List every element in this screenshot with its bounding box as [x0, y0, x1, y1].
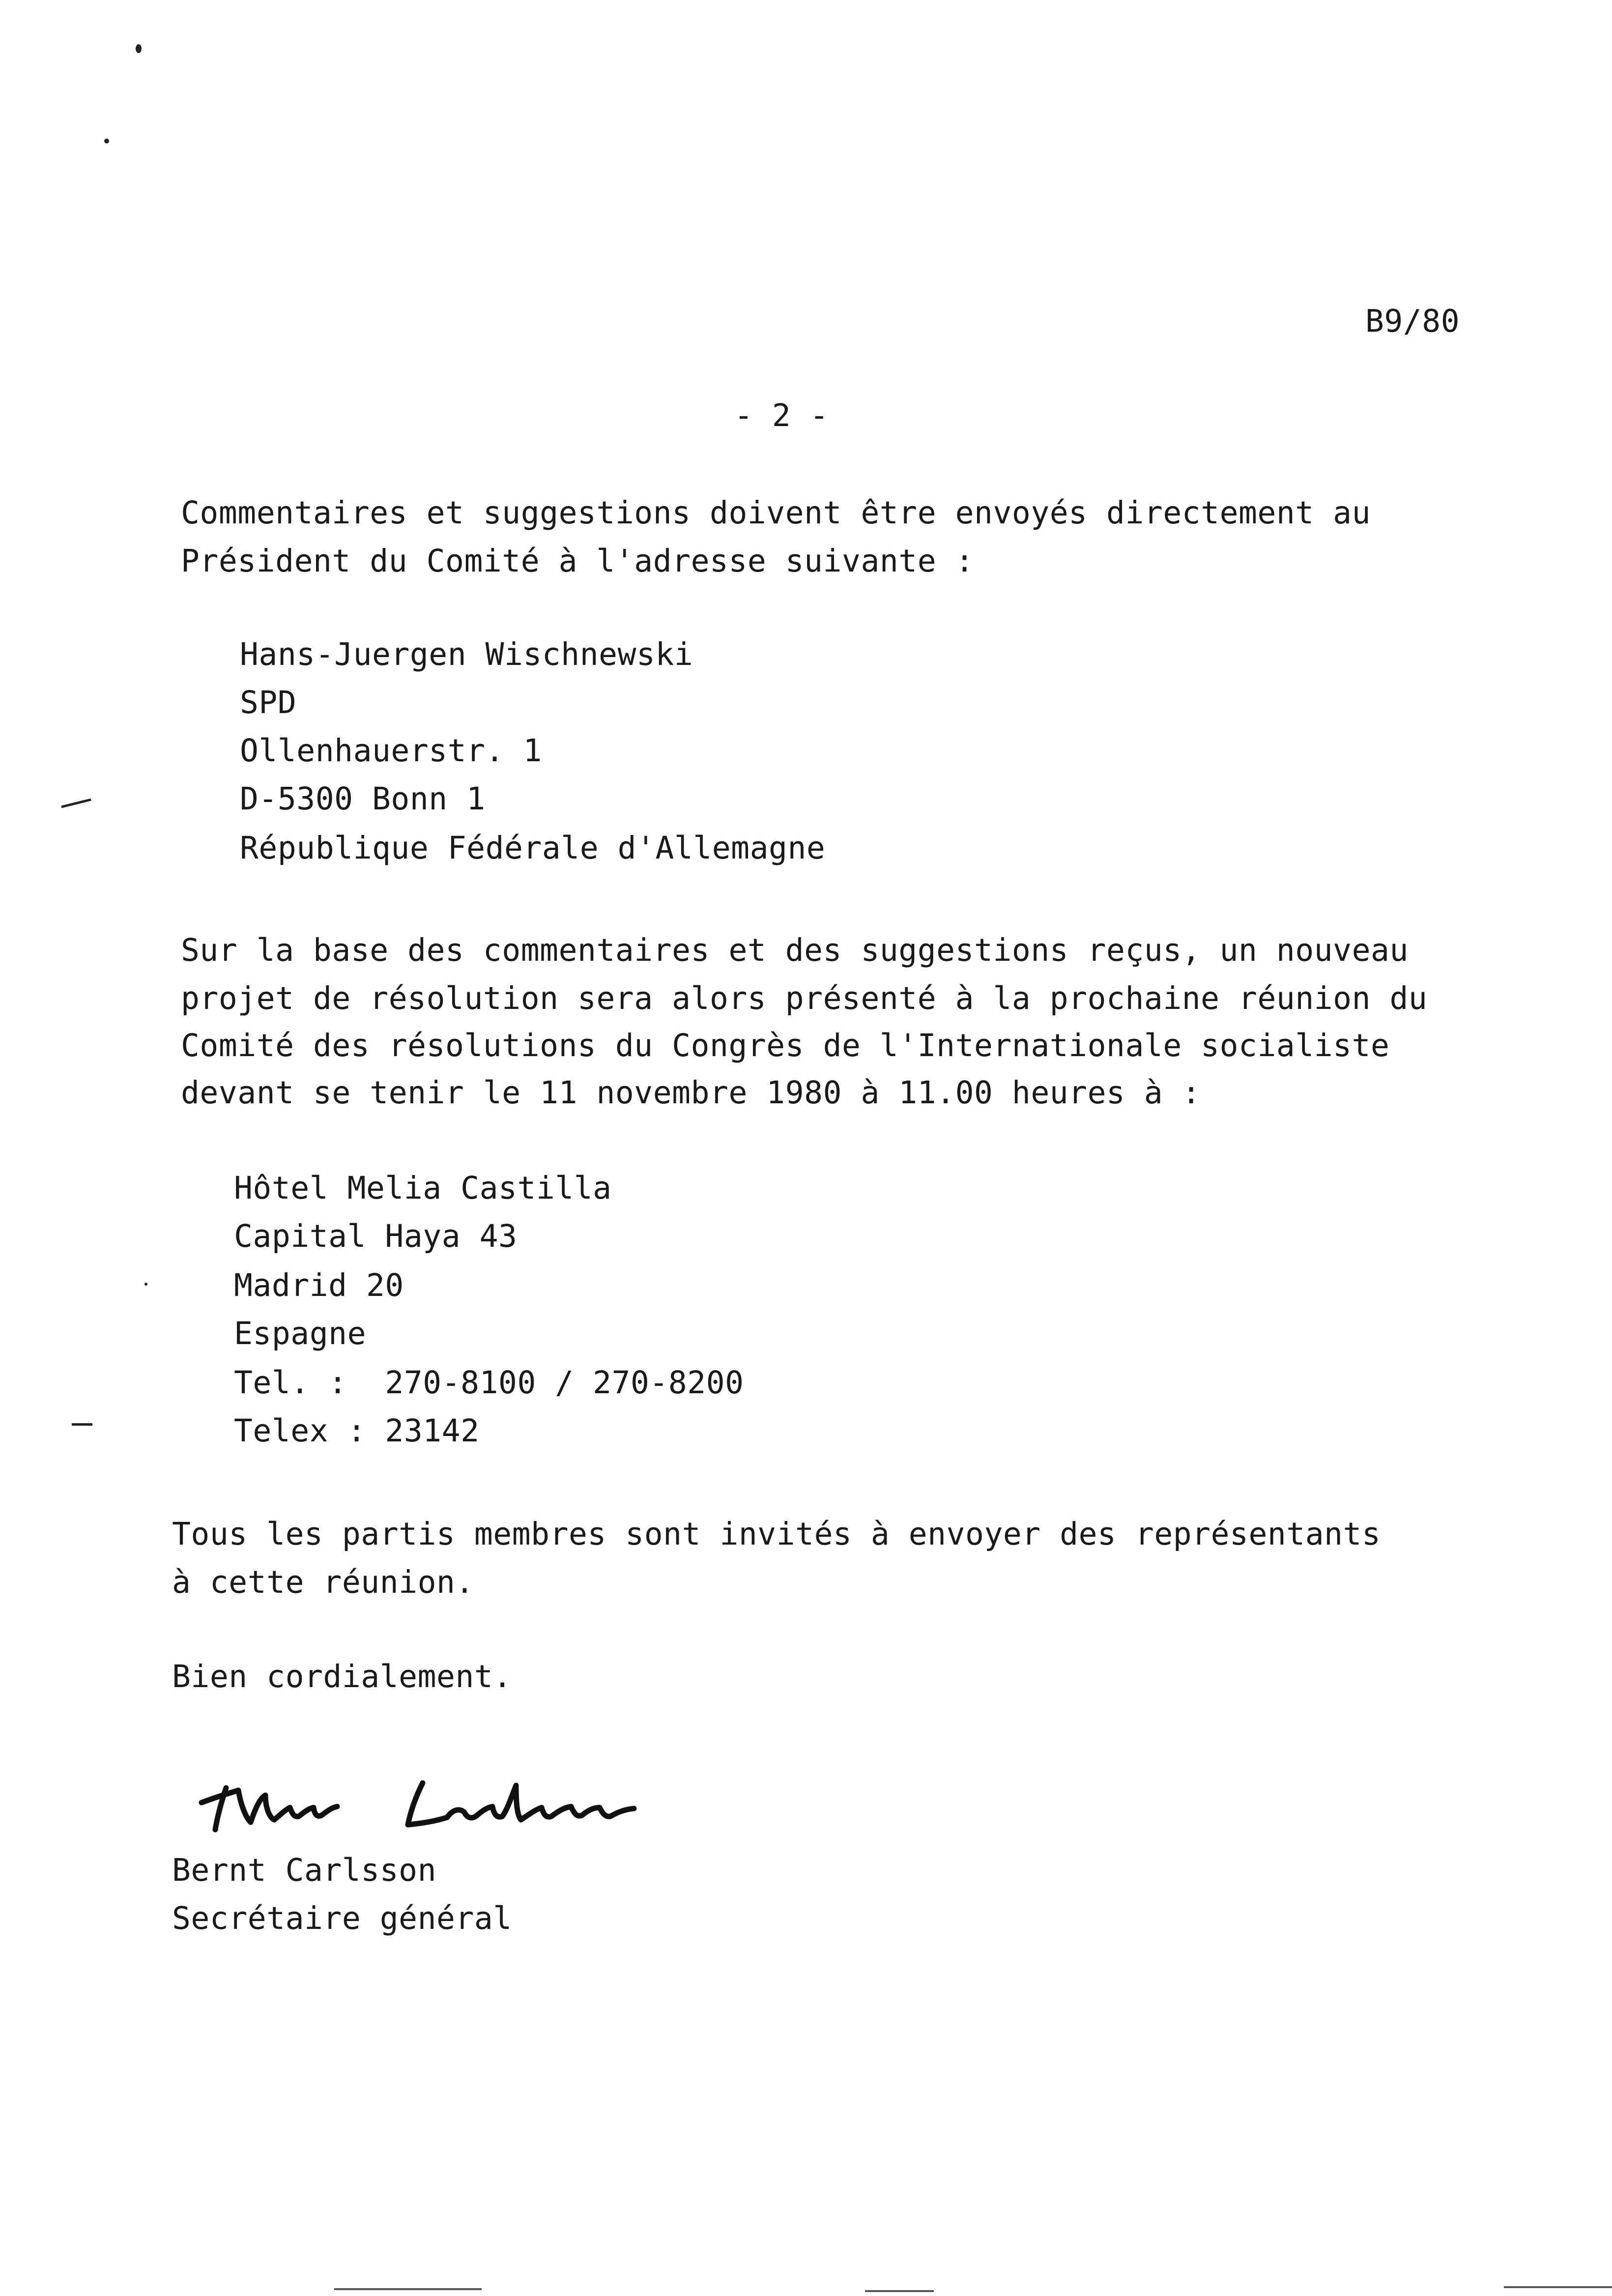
invitation-line-1: Tous les partis membres sont invités à envoyer des représentants: [172, 1516, 1381, 1552]
scan-edge-line: [334, 2288, 482, 2290]
recipient-city: D-5300 Bonn 1: [240, 781, 486, 817]
venue-city: Madrid 20: [234, 1267, 404, 1303]
closing-salutation: Bien cordialement.: [172, 1659, 512, 1694]
venue-telex: Telex : 23142: [234, 1413, 480, 1449]
body-line-3: Comité des résolutions du Congrès de l'Internationale socialiste: [181, 1028, 1390, 1063]
body-line-1: Sur la base des commentaires et des suggestions reçus, un nouveau: [181, 932, 1409, 968]
body-line-2: projet de résolution sera alors présenté à la prochaine réunion du: [181, 980, 1428, 1016]
scan-edge-line: [1504, 2286, 1612, 2288]
margin-tick-mark: [72, 1423, 92, 1426]
scan-speck: [136, 44, 142, 53]
intro-line-2: Président du Comité à l'adresse suivante :: [181, 543, 975, 579]
venue-hotel: Hôtel Melia Castilla: [234, 1170, 612, 1206]
signatory-name: Bernt Carlsson: [172, 1852, 437, 1888]
scan-edge-line: [865, 2290, 934, 2292]
venue-street: Capital Haya 43: [234, 1218, 518, 1254]
margin-tick-mark: [61, 799, 91, 808]
intro-line-1: Commentaires et suggestions doivent être envoyés directement au: [181, 495, 1371, 531]
signatory-title: Secrétaire général: [172, 1900, 512, 1936]
recipient-organization: SPD: [240, 685, 297, 720]
recipient-country: République Fédérale d'Allemagne: [240, 830, 826, 866]
document-reference: B9/80: [1365, 303, 1460, 339]
recipient-name: Hans-Juergen Wischnewski: [240, 636, 693, 672]
recipient-street: Ollenhauerstr. 1: [240, 733, 542, 769]
invitation-line-2: à cette réunion.: [172, 1564, 474, 1600]
venue-country: Espagne: [234, 1316, 367, 1351]
scan-speck: [144, 1283, 147, 1286]
body-line-4: devant se tenir le 11 novembre 1980 à 11.00 heures à :: [181, 1075, 1201, 1111]
scan-speck: [104, 139, 109, 144]
page-number: - 2 -: [734, 398, 829, 433]
venue-telephone: Tel. : 270-8100 / 270-8200: [234, 1365, 744, 1401]
handwritten-signature: [192, 1768, 644, 1837]
